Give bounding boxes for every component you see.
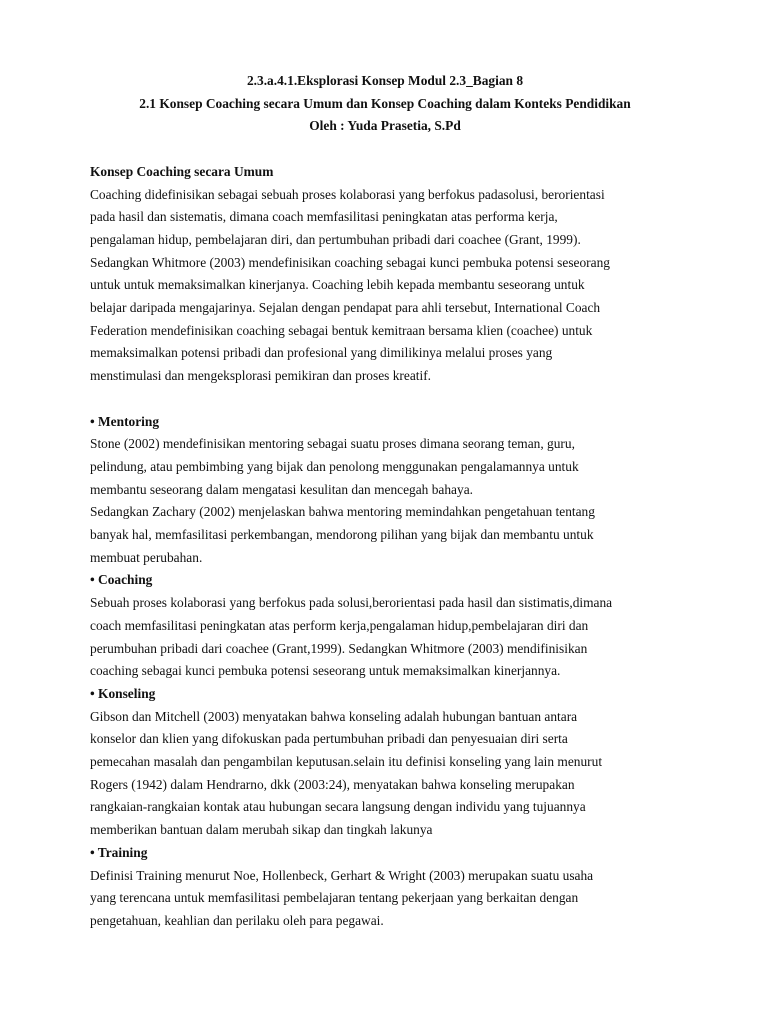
section-training bbox=[90, 842, 680, 933]
text-line: Gibson dan Mitchell (2003) menyatakan bahwa konseling adalah hubungan bantuan antara bbox=[90, 708, 578, 724]
text-line: perumbuhan pribadi dari coachee (Grant,1999). Sedangkan Whitmore (2003) mendifinisikan bbox=[90, 640, 588, 656]
paragraph bbox=[90, 433, 680, 569]
paragraph bbox=[90, 592, 680, 683]
paragraph bbox=[90, 865, 680, 933]
document-title: 2.3.a.4.1.Eksplorasi Konsep Modul 2.3_Bagian 8 bbox=[246, 73, 524, 88]
text-line: memberikan bantuan dalam merubah sikap dan tingkah lakunya bbox=[90, 822, 433, 838]
text-line: untuk untuk memaksimalkan kinerjanya. Coaching lebih kepada membantu seseorang untuk bbox=[90, 277, 585, 293]
text-line: pada hasil dan sistematis, dimana coach memfasilitasi peningkatan atas performa kerja, bbox=[90, 209, 558, 225]
text-line: yang terencana untuk memfasilitasi pembelajaran tentang pekerjaan yang berkaitan dengan bbox=[90, 890, 579, 906]
text-line: Sebuah proses kolaborasi yang berfokus pada solusi,berorientasi pada hasil dan sistimatis,dimana bbox=[90, 595, 613, 611]
text-line: pelindung, atau pembimbing yang bijak dan penolong menggunakan pengalamannya untuk bbox=[90, 458, 579, 474]
section-konsep-coaching bbox=[90, 161, 680, 388]
section-coaching bbox=[90, 569, 680, 683]
text-line: pengalaman hidup, pembelajaran diri, dan pertumbuhan pribadi dari coachee (Grant, 1999). bbox=[90, 231, 581, 247]
text-line: Federation mendefinisikan coaching sebagai bentuk kemitraan bersama klien (coachee) untuk bbox=[90, 322, 593, 338]
text-line: memaksimalkan potensi pribadi dan profesional yang dimilikinya melalui proses yang bbox=[90, 345, 553, 361]
text-line: Rogers (1942) dalam Hendrarno, dkk (2003:24), menyatakan bahwa konseling merupakan bbox=[90, 776, 575, 792]
text-line: Sedangkan Zachary (2002) menjelaskan bahwa mentoring memindahkan pengetahuan tentang bbox=[90, 504, 595, 520]
text-line: Sedangkan Whitmore (2003) mendefinisikan coaching sebagai kunci pembuka potensi seseorang bbox=[90, 254, 610, 270]
text-line: coaching sebagai kunci pembuka potensi seseorang untuk memaksimalkan kinerjannya. bbox=[90, 663, 561, 679]
text-line: membuat perubahan. bbox=[90, 549, 203, 565]
section-konseling bbox=[90, 683, 680, 842]
text-line: Stone (2002) mendefinisikan mentoring sebagai suatu proses dimana seorang teman, guru, bbox=[90, 436, 575, 452]
section-heading: Konsep Coaching secara Umum bbox=[90, 163, 274, 179]
text-line: banyak hal, memfasilitasi perkembangan, mendorong pilihan yang bijak dan membantu untuk bbox=[90, 527, 594, 543]
section-heading: • Training bbox=[90, 844, 148, 860]
section-heading: • Konseling bbox=[90, 685, 156, 701]
document-subtitle: 2.1 Konsep Coaching secara Umum dan Konsep Coaching dalam Konteks Pendidikan bbox=[139, 95, 631, 111]
text-line: Coaching didefinisikan sebagai sebuah proses kolaborasi yang berfokus padasolusi, berorientasi bbox=[90, 186, 605, 202]
section-heading: • Mentoring bbox=[90, 413, 160, 429]
document-title-block bbox=[90, 70, 680, 138]
text-line: coach memfasilitasi peningkatan atas perform kerja,pengalaman hidup,pembelajaran diri dan bbox=[90, 617, 589, 633]
paragraph bbox=[90, 184, 680, 388]
text-line: membantu seseorang dalam mengatasi kesulitan dan mencegah bahaya. bbox=[90, 481, 473, 497]
text-line: belajar daripada mengajarinya. Sejalan dengan pendapat para ahli tersebut, International Coach bbox=[90, 300, 601, 316]
document-page bbox=[90, 70, 680, 933]
text-line: pemecahan masalah dan pengambilan keputusan.selain itu definisi konseling yang lain menurut bbox=[90, 754, 603, 770]
paragraph bbox=[90, 706, 680, 842]
document-author: Oleh : Yuda Prasetia, S.Pd bbox=[309, 118, 461, 134]
text-line: menstimulasi dan mengeksplorasi pemikiran dan proses kreatif. bbox=[90, 368, 432, 384]
text-line: konselor dan klien yang difokuskan pada pertumbuhan pribadi dan penyesuaian diri serta bbox=[90, 731, 568, 747]
section-heading: • Coaching bbox=[90, 572, 153, 588]
text-line: Definisi Training menurut Noe, Hollenbeck, Gerhart & Wright (2003) merupakan suatu usaha bbox=[90, 867, 594, 883]
section-mentoring bbox=[90, 411, 680, 570]
text-line: pengetahuan, keahlian dan perilaku oleh para pegawai. bbox=[90, 912, 384, 928]
text-line: rangkaian-rangkaian kontak atau hubungan secara langsung dengan individu yang tujuannya bbox=[90, 799, 586, 815]
